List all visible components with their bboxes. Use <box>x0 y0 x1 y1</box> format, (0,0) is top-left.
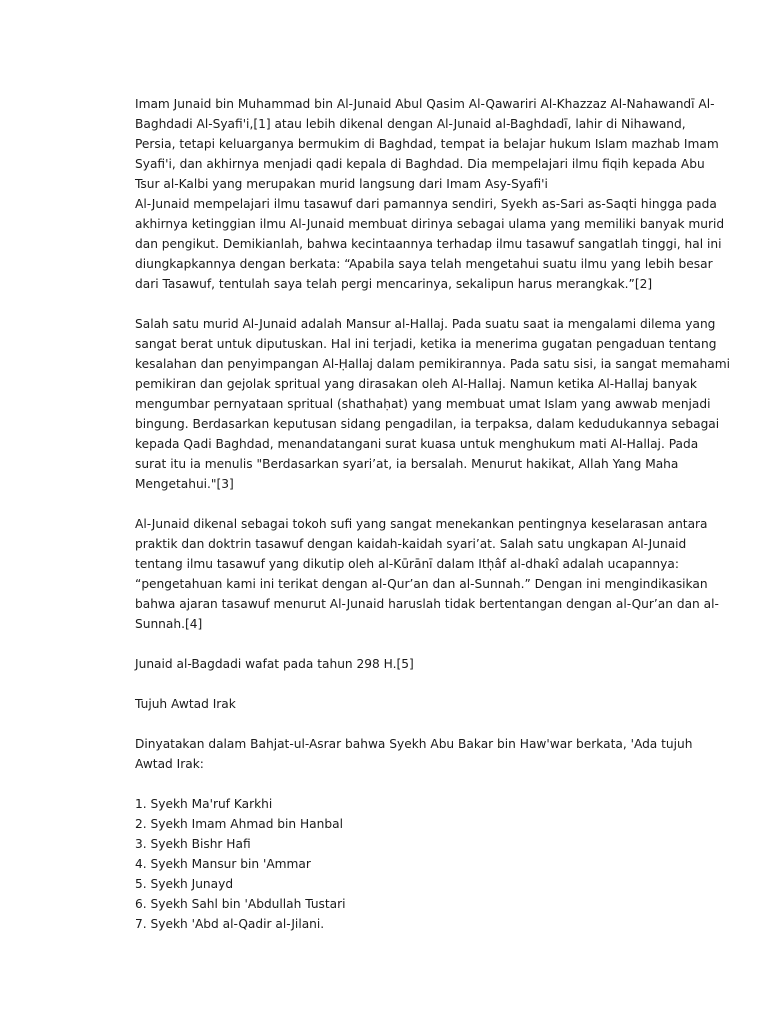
paragraph-syariat <box>135 514 719 634</box>
text-line: “pengetahuan kami ini terikat dengan al-Qur’an dan al-Sunnah.” Dengan ini mengindikasikan <box>135 577 708 591</box>
text-line: Awtad Irak: <box>135 757 204 771</box>
text-line: Baghdadi Al-Syafi'i,[1] atau lebih dikenal dengan Al-Junaid al-Baghdadī, lahir di Nihawand, <box>135 117 686 131</box>
text-line: Junaid al-Bagdadi wafat pada tahun 298 H.[5] <box>135 657 414 671</box>
awtad-list <box>135 794 680 934</box>
text-line: praktik dan doktrin tasawuf dengan kaidah-kaidah syari’at. Salah satu ungkapan Al-Junaid <box>135 537 687 551</box>
text-line: mengumbar pernyataan spritual (shathaḥat) yang membuat umat Islam yang awwab menjadi <box>135 397 711 411</box>
text-line: bahwa ajaran tasawuf menurut Al-Junaid haruslah tidak bertentangan dengan al-Qur’an dan al- <box>135 597 719 611</box>
text-line: kesalahan dan penyimpangan Al-Ḥallaj dalam pemikirannya. Pada satu sisi, ia sangat memahami <box>135 357 730 371</box>
paragraph-spacer <box>135 494 680 514</box>
paragraph-wafat <box>135 654 680 674</box>
list-item: 1. Syekh Ma'ruf Karkhi <box>135 797 273 811</box>
list-item: 4. Syekh Mansur bin 'Ammar <box>135 857 311 871</box>
paragraph-spacer <box>135 634 680 654</box>
text-line: Al-Junaid dikenal sebagai tokoh sufi yang sangat menekankan pentingnya keselarasan antara <box>135 517 708 531</box>
paragraph-hallaj <box>135 314 730 494</box>
paragraph-awtad-intro <box>135 734 693 774</box>
list-item: 2. Syekh Imam Ahmad bin Hanbal <box>135 817 343 831</box>
text-line: bingung. Berdasarkan keputusan sidang pengadilan, ia terpaksa, dalam kedudukannya sebagai <box>135 417 720 431</box>
text-line: akhirnya ketinggian ilmu Al-Junaid membuat dirinya sebagai ulama yang memiliki banyak murid <box>135 217 725 231</box>
text-line: Dinyatakan dalam Bahjat-ul-Asrar bahwa Syekh Abu Bakar bin Haw'war berkata, 'Ada tujuh <box>135 737 693 751</box>
text-line: tentang ilmu tasawuf yang dikutip oleh al-Kūrānī dalam Itḥâf al-dhakî adalah ucapannya: <box>135 557 679 571</box>
list-item: 3. Syekh Bishr Hafi <box>135 837 251 851</box>
text-line: dan pengikut. Demikianlah, bahwa kecintaannya terhadap ilmu tasawuf sangatlah tinggi, hal ini <box>135 237 722 251</box>
text-line: Imam Junaid bin Muhammad bin Al-Junaid Abul Qasim Al-Qawariri Al-Khazzaz Al-Nahawandī Al- <box>135 97 715 111</box>
text-line: Syafi'i, dan akhirnya menjadi qadi kepala di Baghdad. Dia mempelajari ilmu fiqih kepada Abu <box>135 157 705 171</box>
text-line: surat itu ia menulis "Berdasarkan syari’at, ia bersalah. Menurut hakikat, Allah Yang Maha <box>135 457 679 471</box>
text-line: Mengetahui."[3] <box>135 477 234 491</box>
text-line: Persia, tetapi keluarganya bermukim di Baghdad, tempat ia belajar hukum Islam mazhab Imam <box>135 137 719 151</box>
paragraph-spacer <box>135 674 680 694</box>
list-item: 7. Syekh 'Abd al-Qadir al-Jilani. <box>135 917 325 931</box>
list-item: 6. Syekh Sahl bin 'Abdullah Tustari <box>135 897 346 911</box>
section-heading: Tujuh Awtad Irak <box>135 697 236 711</box>
text-line: kepada Qadi Baghdad, menandatangani surat kuasa untuk menghukum mati Al-Hallaj. Pada <box>135 437 699 451</box>
paragraph-spacer <box>135 294 680 314</box>
text-line: dari Tasawuf, tentulah saya telah pergi mencarinya, sekalipun harus merangkak.”[2] <box>135 277 653 291</box>
document-page <box>135 94 730 934</box>
list-item: 5. Syekh Junayd <box>135 877 234 891</box>
text-line: sangat berat untuk diputuskan. Hal ini terjadi, ketika ia menerima gugatan pengaduan tentang <box>135 337 717 351</box>
text-line: pemikiran dan gejolak spritual yang dirasakan oleh Al-Hallaj. Namun ketika Al-Hallaj banyak <box>135 377 697 391</box>
text-line: Salah satu murid Al-Junaid adalah Mansur al-Hallaj. Pada suatu saat ia mengalami dilema yang <box>135 317 716 331</box>
text-line: Sunnah.[4] <box>135 617 203 631</box>
text-line: diungkapkannya dengan berkata: “Apabila saya telah mengetahui suatu ilmu yang lebih besar <box>135 257 713 271</box>
section-heading-awtad <box>135 694 680 714</box>
paragraph-spacer <box>135 774 680 794</box>
text-line: Tsur al-Kalbi yang merupakan murid langsung dari Imam Asy-Syafi'i <box>135 177 548 191</box>
paragraph-spacer <box>135 714 680 734</box>
text-line: Al-Junaid mempelajari ilmu tasawuf dari pamannya sendiri, Syekh as-Sari as-Saqti hingga pada <box>135 197 717 211</box>
paragraph-intro <box>135 94 725 294</box>
